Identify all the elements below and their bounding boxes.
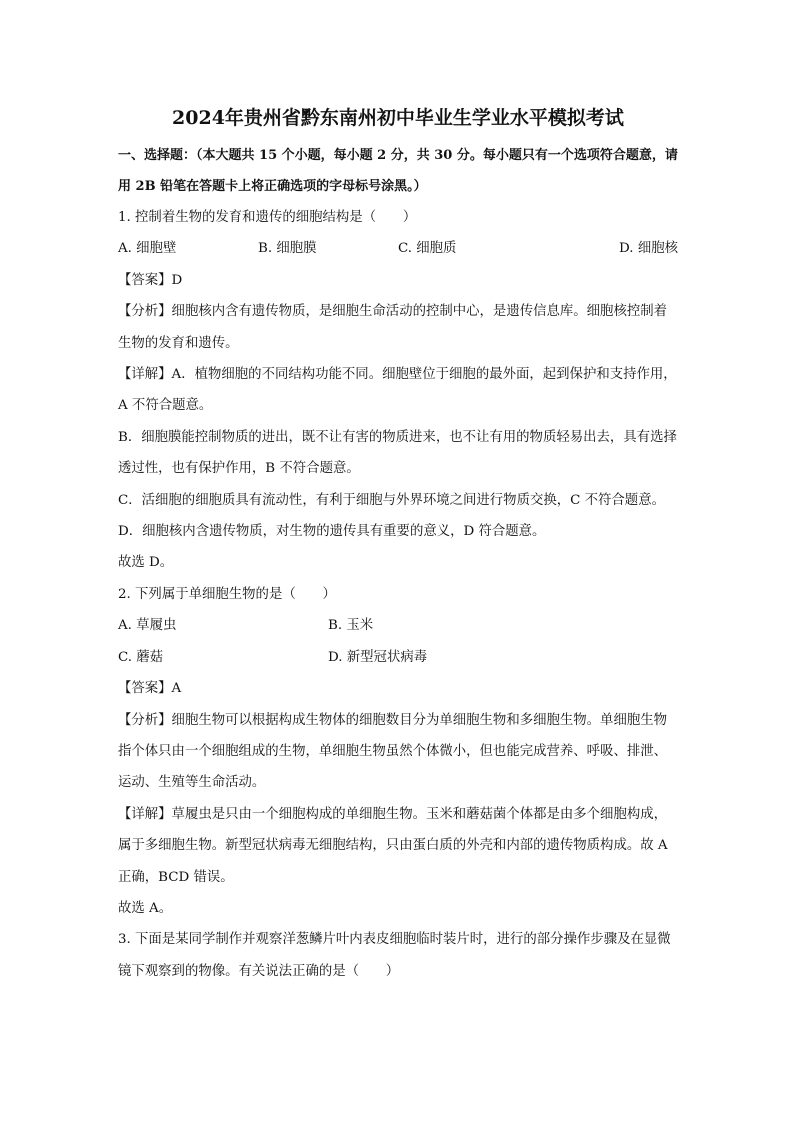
option-b: B. 玉米 xyxy=(328,618,374,634)
question-1-conclusion: 故选 D。 xyxy=(118,555,174,571)
question-2-answer: 【答案】A xyxy=(118,681,182,697)
question-2-stem: 2. 下列属于单细胞生物的是（ ） xyxy=(118,586,336,602)
section-heading: 一、选择题：（本大题共 15 个小题，每小题 2 分，共 30 分。每小题只有一个选项符合题意，请用 2B 铅笔在答题卡上将正确选项的字母标号涂黑。） xyxy=(118,148,678,194)
option-b: B. 细胞膜 xyxy=(258,241,317,257)
question-2-options-row2 xyxy=(118,642,678,673)
question-1-answer: 【答案】D xyxy=(118,272,183,288)
question-2-detail: 【详解】草履虫是只由一个细胞构成的单细胞生物。玉米和蘑菇菌个体都是由多个细胞构成，属于多细胞生物。新型冠状病毒无细胞结构，只由蛋白质的外壳和内部的遗传物质构成。故 A 正确，BCD 错误。 xyxy=(118,806,668,885)
option-a: A. 细胞壁 xyxy=(118,241,177,257)
document-page xyxy=(118,98,678,987)
option-d: D. 新型冠状病毒 xyxy=(328,649,428,665)
exam-title: 2024年贵州省黔东南州初中毕业生学业水平模拟考试 xyxy=(172,107,624,129)
question-2-analysis: 【分析】细胞生物可以根据构成生物体的细胞数目分为单细胞生物和多细胞生物。单细胞生物指个体只由一个细胞组成的生物，单细胞生物虽然个体微小，但也能完成营养、呼吸、排泄、运动、生殖等生命活动。 xyxy=(118,712,668,791)
question-2-conclusion: 故选 A。 xyxy=(118,900,173,916)
question-1-stem: 1. 控制着生物的发育和遗传的细胞结构是（ ） xyxy=(118,210,417,225)
question-2-options-row1 xyxy=(118,610,678,641)
question-1-detail-d: D．细胞核内含遗传物质，对生物的遗传具有重要的意义，D 符合题意。 xyxy=(118,524,546,540)
option-a: A. 草履虫 xyxy=(118,618,177,634)
question-3-stem: 3. 下面是某同学制作并观察洋葱鳞片叶内表皮细胞临时装片时，进行的部分操作步骤及在显微镜下观察到的物像。有关说法正确的是（ ） xyxy=(118,932,671,979)
option-c: C. 蘑菇 xyxy=(118,649,164,665)
option-c: C. 细胞质 xyxy=(398,241,457,257)
question-1-detail-c: C．活细胞的细胞质具有流动性，有利于细胞与外界环境之间进行物质交换，C 不符合题意。 xyxy=(118,492,665,508)
option-d: D. 细胞核 xyxy=(619,241,678,257)
question-1-detail-b: B．细胞膜能控制物质的进出，既不让有害的物质进来，也不让有用的物质轻易出去，具有选择透过性，也有保护作用，B 不符合题意。 xyxy=(118,429,677,477)
question-1-detail-a: 【详解】A．植物细胞的不同结构功能不同。细胞壁位于细胞的最外面，起到保护和支持作用，A 不符合题意。 xyxy=(118,367,677,414)
question-1-analysis: 【分析】细胞核内含有遗传物质，是细胞生命活动的控制中心，是遗传信息库。细胞核控制着生物的发育和遗传。 xyxy=(118,304,668,351)
question-1-options xyxy=(118,233,678,264)
